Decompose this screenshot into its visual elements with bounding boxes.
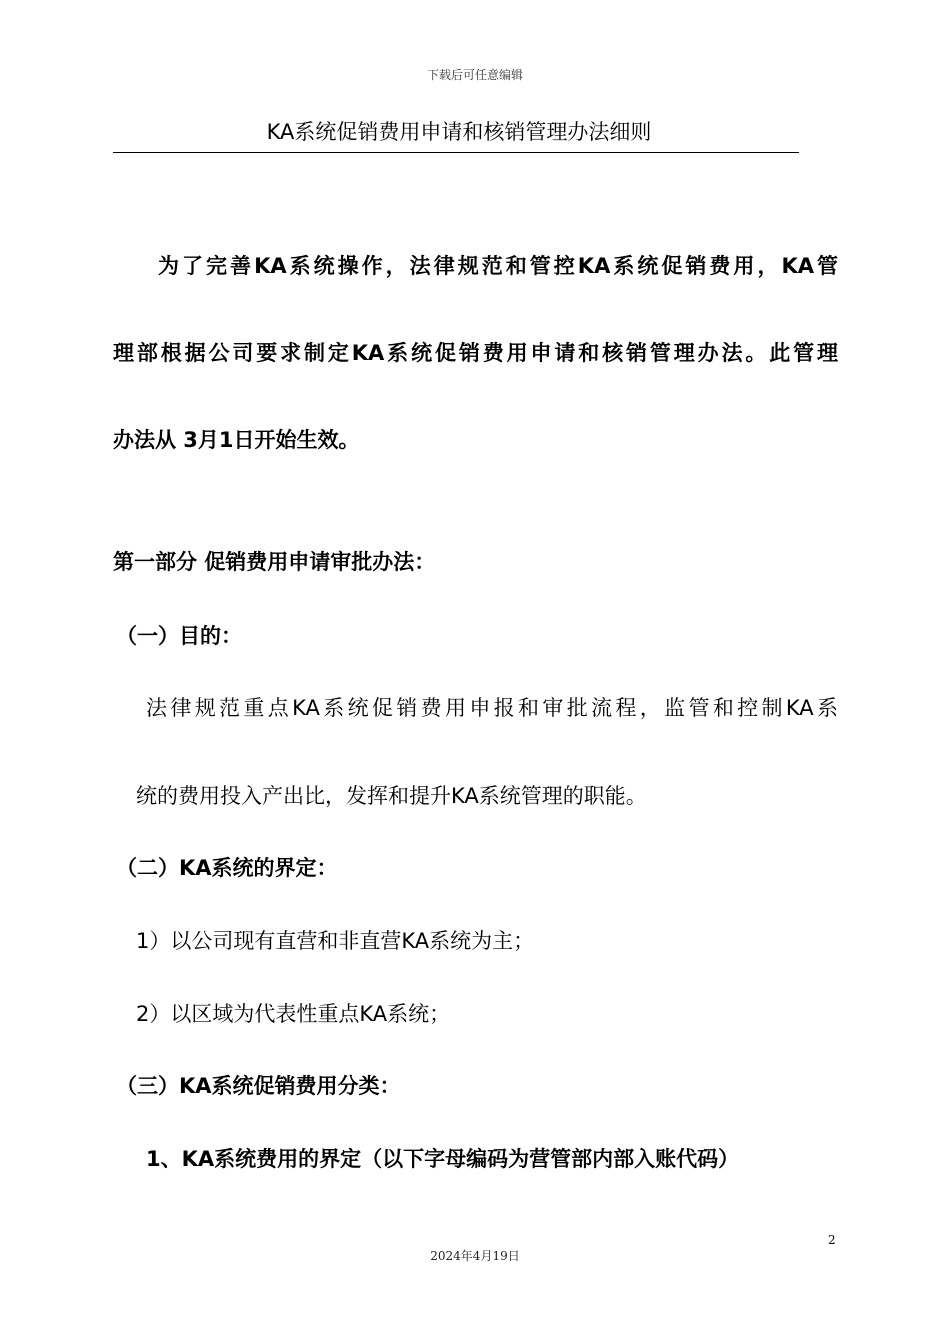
title-divider	[113, 152, 799, 153]
section1-line-1: 法律规范重点KA系统促销费用申报和审批流程，监管和控制KA系	[146, 696, 838, 720]
intro-line-3: 办法从 3月1日开始生效。	[113, 428, 360, 452]
section2-heading: （二）KA系统的界定：	[116, 856, 338, 880]
section3-sub1: 1、KA系统费用的界定（以下字母编码为营管部内部入账代码）	[146, 1147, 740, 1171]
section1-line-2: 统的费用投入产出比，发挥和提升KA系统管理的职能。	[136, 784, 647, 808]
intro-line-1: 为了完善KA系统操作，法律规范和管控KA系统促销费用，KA管	[158, 254, 838, 278]
document-title: KA系统促销费用申请和核销管理办法细则	[266, 120, 652, 144]
section2-item-2: 2）以区域为代表性重点KA系统；	[136, 1002, 451, 1026]
intro-line-2: 理部根据公司要求制定KA系统促销费用申请和核销管理办法。此管理	[113, 341, 838, 365]
section3-heading: （三）KA系统促销费用分类：	[116, 1074, 401, 1098]
header-note: 下载后可任意编辑	[426, 68, 523, 82]
part1-heading: 第一部分 促销费用申请审批办法：	[113, 550, 436, 574]
page-number: 2	[828, 1233, 836, 1247]
section1-heading: （一）目的：	[116, 624, 242, 648]
footer-date: 2024年4月19日	[430, 1249, 520, 1263]
section2-item-1: 1）以公司现有直营和非直营KA系统为主；	[136, 929, 535, 953]
